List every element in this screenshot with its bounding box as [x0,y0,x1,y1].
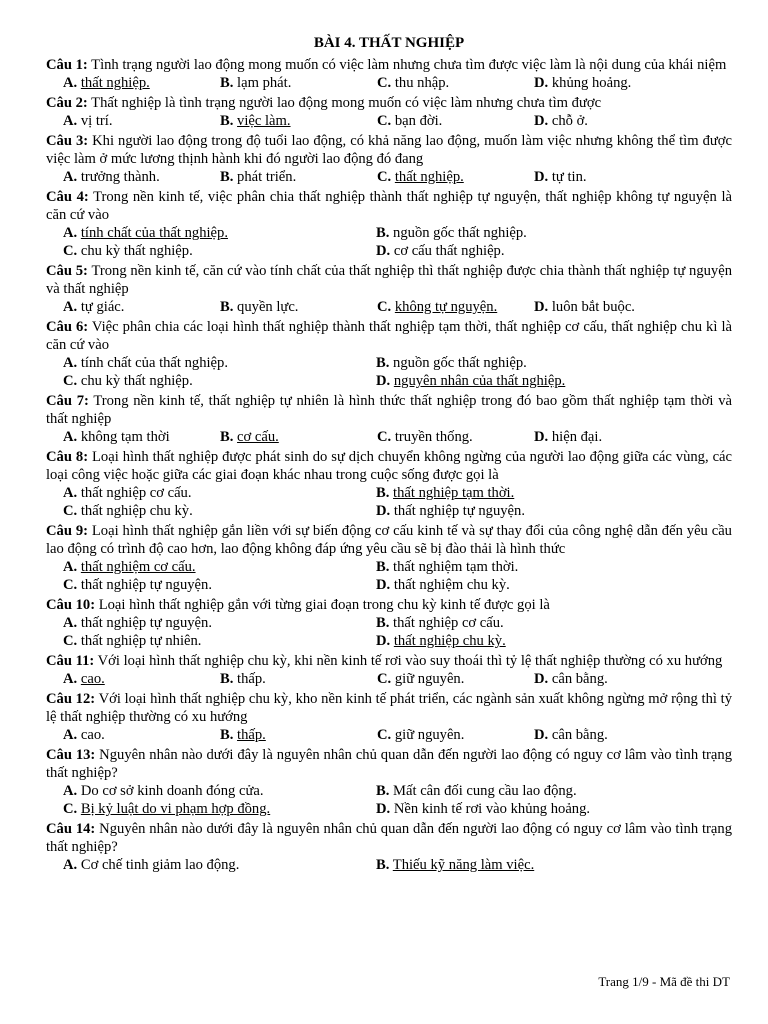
option-text: thất nghiệp cơ cấu. [80,485,192,501]
answer-option [63,224,376,242]
answer-option [534,168,674,186]
option-text-correct: thất nghiệm cơ cấu. [80,559,196,575]
answer-option [63,856,376,874]
option-text: giữ nguyên. [394,671,465,687]
option-text-correct: thất nghiệp. [394,169,464,185]
question-number: Câu 1: [46,57,88,73]
answer-option [63,558,376,576]
question-stem [46,392,732,428]
option-letter: B. [220,429,234,445]
answer-option [63,372,376,390]
answer-option [376,800,689,818]
answer-option [376,224,689,242]
option-letter: A. [63,615,78,631]
question-number: Câu 14: [46,821,96,837]
option-text-correct: thất nghiệp chu kỳ. [393,633,506,649]
answer-option [63,632,376,650]
question-block [46,318,732,390]
option-text: tự tin. [551,169,587,185]
option-text: chỗ ở. [551,113,588,129]
option-text: nguồn gốc thất nghiệp. [393,355,527,371]
answer-option [377,670,534,688]
question-stem [46,262,732,298]
option-letter: D. [376,243,391,259]
option-letter: C. [63,503,78,519]
option-text: thất nghiệp tự nguyện. [393,503,525,519]
answer-option [220,298,377,316]
answer-options [46,856,732,874]
question-stem [46,56,732,74]
answer-option [220,428,377,446]
option-letter: A. [63,485,78,501]
option-letter: A. [63,113,78,129]
option-letter: A. [63,727,78,743]
option-text-correct: Thiếu kỹ năng làm việc. [392,857,535,873]
answer-option [376,354,689,372]
question-block [46,188,732,260]
option-text: thất nghiệp tự nguyện. [80,615,212,631]
option-letter: A. [63,75,78,91]
option-letter: C. [377,671,392,687]
option-letter: D. [376,633,391,649]
answer-option [63,502,376,520]
answer-options [46,726,732,744]
option-text: quyền lực. [237,299,299,315]
option-letter: C. [377,299,392,315]
answer-option [377,298,534,316]
answer-options [46,168,732,186]
question-number: Câu 9: [46,523,88,539]
answer-option [63,74,220,92]
option-text-correct: tính chất của thất nghiệp. [80,225,228,241]
option-text: tính chất của thất nghiệp. [80,355,228,371]
option-text-correct: việc làm. [237,113,291,129]
option-letter: D. [534,113,549,129]
question-text: Trong nền kinh tế, thất nghiệp tự nhiên là hình thức thất nghiệp trong đó bao gồm thất nghiệp tạm thời và thất nghiệp [46,393,732,427]
answer-options [46,354,732,390]
question-block [46,262,732,316]
option-text: phát triển. [237,169,297,185]
question-text: Với loại hình thất nghiệp chu kỳ, kho nền kinh tế phát triển, các ngành sản xuất không ngừng mở rộng thì tỷ lệ thất nghiệp thường có xu hướng [46,691,733,725]
option-text-correct: thất nghiệp. [80,75,150,91]
option-letter: D. [376,373,391,389]
question-number: Câu 5: [46,263,88,279]
option-letter: A. [63,559,78,575]
question-stem [46,132,732,168]
option-text: hiện đại. [551,429,603,445]
question-block [46,94,732,130]
question-block [46,522,732,594]
answer-options [46,614,732,650]
answer-option [376,372,689,390]
answer-option [376,502,689,520]
question-number: Câu 2: [46,95,88,111]
question-number: Câu 6: [46,319,89,335]
answer-option [377,428,534,446]
option-letter: B. [376,225,390,241]
answer-option [63,614,376,632]
option-letter: B. [220,299,234,315]
answer-options [46,782,732,818]
answer-option [220,74,377,92]
option-text: lạm phát. [237,75,292,91]
question-text: Khi người lao động trong độ tuổi lao động, có khả năng lao động, muốn làm việc nhưng không thể tìm được việc làm ở mức lương thịnh hành khi đó người lao động đó đang [46,133,732,167]
question-stem [46,746,732,782]
page-title: BÀI 4. THẤT NGHIỆP [313,35,465,51]
question-list [46,56,732,874]
option-letter: B. [220,727,234,743]
answer-options [46,428,732,446]
option-letter: B. [220,671,234,687]
answer-option [63,112,220,130]
answer-option [63,428,220,446]
question-block [46,690,732,744]
option-letter: C. [63,577,78,593]
answer-option [377,74,534,92]
option-text: khủng hoảng. [551,75,632,91]
question-number: Câu 13: [46,747,96,763]
question-text: Với loại hình thất nghiệp chu kỳ, khi nền kinh tế rơi vào suy thoái thì tỷ lệ thất nghiệp thường có xu hướng [94,653,723,669]
answer-option [377,168,534,186]
option-text: thất nghiệp cơ cấu. [393,615,504,631]
answer-option [376,782,689,800]
answer-options [46,112,732,130]
answer-option [63,782,376,800]
question-text: Loại hình thất nghiệp gắn với từng giai đoạn trong chu kỳ kinh tế được gọi là [95,597,550,613]
answer-option [377,112,534,130]
option-letter: B. [376,355,390,371]
option-text: Nền kinh tế rơi vào khủng hoảng. [393,801,591,817]
answer-option [63,726,220,744]
option-letter: B. [376,615,390,631]
option-letter: D. [534,75,549,91]
answer-options [46,558,732,594]
answer-options [46,670,732,688]
option-text-correct: Bị kỷ luật do vi phạm hợp đồng. [80,801,271,817]
question-text: Nguyên nhân nào dưới đây là nguyên nhân chủ quan dẫn đến người lao động có nguy cơ lâm vào tình trạng thất nghiệp? [46,821,732,855]
question-number: Câu 12: [46,691,96,707]
option-letter: D. [534,671,549,687]
option-letter: B. [220,75,234,91]
option-letter: A. [63,299,78,315]
answer-options [46,74,732,92]
option-text-correct: nguyên nhân của thất nghiệp. [393,373,566,389]
question-stem [46,318,732,354]
option-text: thất nghiệm chu kỳ. [393,577,510,593]
question-text: Trong nền kinh tế, việc phân chia thất nghiệp thành thất nghiệp tự nguyện, thất nghiệp không tự nguyện là căn cứ vào [46,189,732,223]
question-number: Câu 3: [46,133,89,149]
question-number: Câu 11: [46,653,95,669]
answer-option [534,298,674,316]
option-letter: A. [63,671,78,687]
answer-option [63,576,376,594]
answer-option [534,670,674,688]
option-text: thất nghiệp tự nguyện. [80,577,212,593]
option-letter: A. [63,225,78,241]
option-text-correct: thấp. [237,727,266,743]
question-stem [46,522,732,558]
option-letter: B. [220,169,234,185]
answer-option [63,800,376,818]
answer-option [220,726,377,744]
option-text: bạn đời. [394,113,443,129]
question-stem [46,448,732,484]
answer-option [534,428,674,446]
option-letter: C. [377,113,392,129]
answer-option [63,354,376,372]
question-number: Câu 8: [46,449,89,465]
option-text: Cơ chế tinh giảm lao động. [80,857,240,873]
question-text: Nguyên nhân nào dưới đây là nguyên nhân chủ quan dẫn đến người lao động có nguy cơ lâm vào tình trạng thất nghiệp? [46,747,732,781]
question-block [46,746,732,818]
option-text: vị trí. [80,113,113,129]
option-text-correct: cao. [80,671,105,687]
option-text: Do cơ sở kinh doanh đóng cửa. [80,783,264,799]
option-text-correct: thất nghiệp tạm thời. [393,485,515,501]
answer-option [63,168,220,186]
answer-option [220,168,377,186]
question-stem [46,94,732,112]
answer-option [63,298,220,316]
question-block [46,652,732,688]
option-text: không tạm thời [80,429,170,445]
option-letter: C. [63,801,78,817]
option-text: truyền thống. [394,429,473,445]
option-letter: B. [220,113,234,129]
option-letter: D. [376,801,391,817]
option-text: thất nghiệp tự nhiên. [80,633,202,649]
question-number: Câu 7: [46,393,89,409]
question-block [46,596,732,650]
answer-option [534,726,674,744]
question-stem [46,820,732,856]
answer-option [376,484,689,502]
question-number: Câu 4: [46,189,89,205]
answer-option [376,558,689,576]
question-text: Thất nghiệp là tình trạng người lao động mong muốn có việc làm nhưng chưa tìm được [87,95,602,111]
option-text: cân bằng. [551,671,608,687]
option-text: cơ cấu thất nghiệp. [393,243,505,259]
option-text: cân bằng. [551,727,608,743]
option-text: chu kỳ thất nghiệp. [80,243,193,259]
question-stem [46,596,732,614]
option-letter: D. [534,299,549,315]
answer-option [376,632,689,650]
question-stem [46,690,732,726]
option-letter: D. [376,577,391,593]
option-text: trưởng thành. [80,169,160,185]
question-block [46,448,732,520]
answer-option [220,670,377,688]
option-letter: C. [377,429,392,445]
option-text: nguồn gốc thất nghiệp. [393,225,527,241]
question-stem [46,652,732,670]
answer-options [46,484,732,520]
option-text: tự giác. [80,299,125,315]
answer-option [376,614,689,632]
question-text: Việc phân chia các loại hình thất nghiệp thành thất nghiệp tạm thời, thất nghiệp cơ cấu, thất nghiệp chu kì là căn cứ vào [46,319,732,353]
option-text: Mất cân đối cung cầu lao động. [393,783,577,799]
option-letter: A. [63,857,78,873]
question-block [46,820,732,874]
answer-option [377,726,534,744]
question-number: Câu 10: [46,597,96,613]
option-letter: B. [376,485,390,501]
answer-option [63,670,220,688]
option-letter: D. [534,727,549,743]
option-text: luôn bắt buộc. [551,299,635,315]
option-text-correct: không tự nguyện. [394,299,498,315]
question-stem [46,188,732,224]
option-letter: C. [377,727,392,743]
answer-option [376,856,689,874]
option-letter: C. [63,373,78,389]
option-letter: C. [63,243,78,259]
option-letter: C. [63,633,78,649]
answer-option [63,242,376,260]
answer-option [220,112,377,130]
answer-options [46,298,732,316]
option-letter: C. [377,75,392,91]
page-footer: Trang 1/9 - Mã đề thi DT [598,974,730,989]
option-text: thất nghiệp chu kỳ. [80,503,193,519]
option-letter: D. [534,429,549,445]
option-text: thất nghiệm tạm thời. [393,559,519,575]
option-letter: D. [376,503,391,519]
question-block [46,392,732,446]
question-block [46,56,732,92]
option-letter: B. [376,857,390,873]
question-text: Loại hình thất nghiệp gắn liền với sự biến động cơ cấu kinh tế và sự thay đổi của công nghệ dẫn đến yêu cầu lao động có trình độ cao hơn, lao động không đáp ứng yêu cầu sẽ bị đào thải là hình thức [46,523,732,557]
option-letter: A. [63,355,78,371]
option-text-correct: cơ cấu. [237,429,279,445]
answer-option [63,484,376,502]
option-letter: A. [63,783,78,799]
option-text: thu nhập. [394,75,450,91]
question-text: Trong nền kinh tế, căn cứ vào tính chất của thất nghiệp thì thất nghiệp được chia thành thất nghiệp tự nguyện và thất nghiệp [46,263,732,297]
option-text: thấp. [237,671,266,687]
option-text: giữ nguyên. [394,727,465,743]
exam-page [46,34,732,874]
option-letter: C. [377,169,392,185]
question-block [46,132,732,186]
option-letter: B. [376,783,390,799]
option-letter: D. [534,169,549,185]
answer-option [534,112,674,130]
answer-option [376,242,689,260]
option-letter: A. [63,429,78,445]
answer-option [534,74,674,92]
option-letter: A. [63,169,78,185]
answer-option [376,576,689,594]
option-text: chu kỳ thất nghiệp. [80,373,193,389]
question-text: Loại hình thất nghiệp được phát sinh do sự dịch chuyển không ngừng của người lao động giữa các vùng, các loại công việc hoặc giữa các giai đoạn khác nhau trong cuộc sống được gọi là [46,449,733,483]
option-text: cao. [80,727,105,743]
question-text: Tình trạng người lao động mong muốn có việc làm nhưng chưa tìm được việc làm là nội dung của khái niệm [87,57,727,73]
answer-options [46,224,732,260]
option-letter: B. [376,559,390,575]
